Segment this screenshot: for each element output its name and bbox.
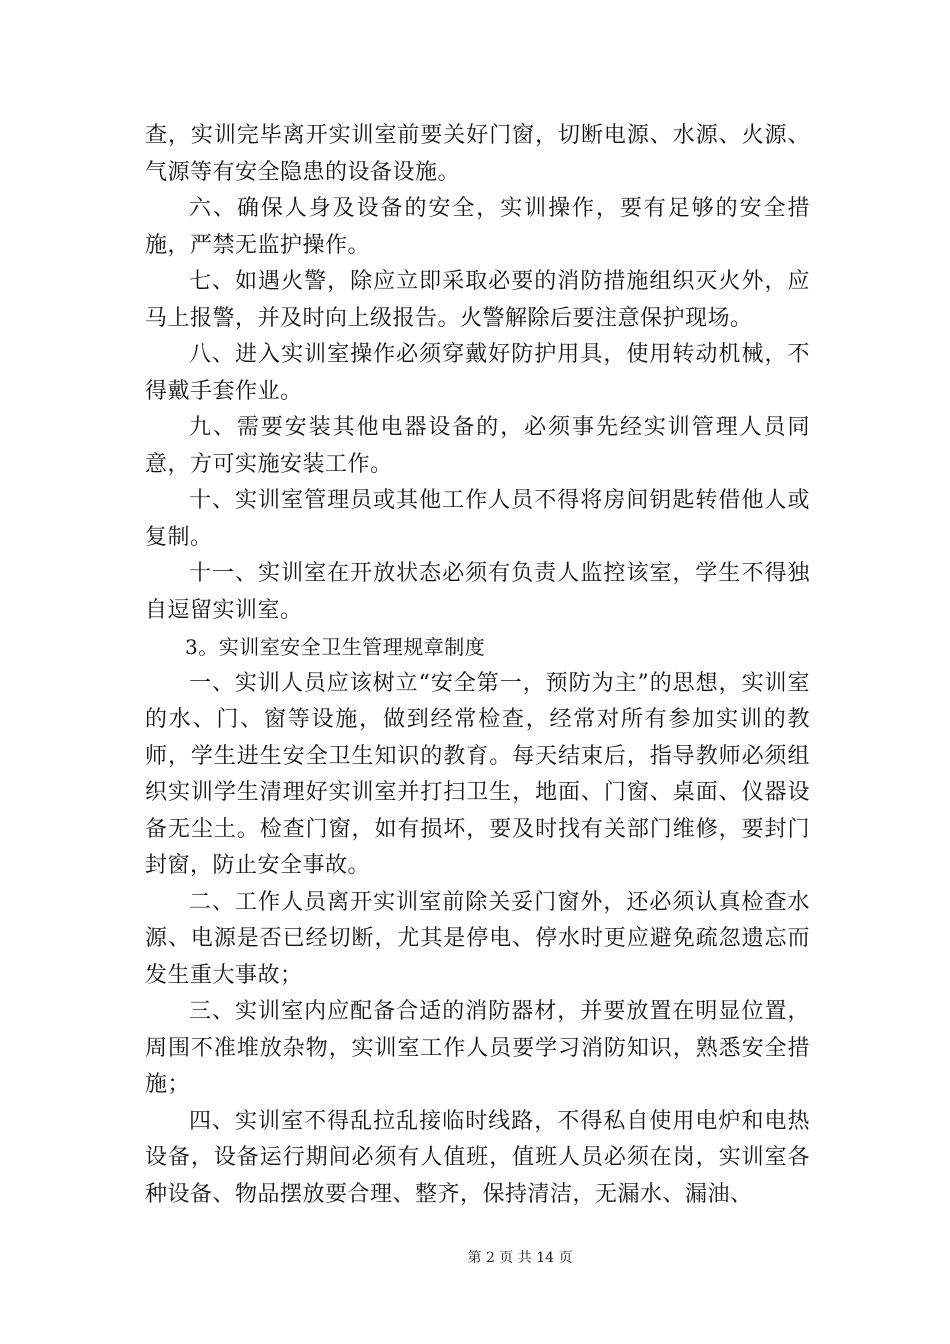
document-body: [145, 118, 810, 1213]
paragraph-item-9: 九、需要安装其他电器设备的，必须事先经实训管理人员同意，方可实施安装工作。: [145, 415, 810, 477]
paragraph-safety-4: 四、实训室不得乱拉乱接临时线路，不得私自使用电炉和电热设备，设备运行期间必须有人值班，值班人员必须在岗，实训室各种设备、物品摆放要合理、整齐，保持清洁，无漏水、漏油、: [145, 1108, 810, 1207]
paragraph-item-6: 六、确保人身及设备的安全，实训操作，要有足够的安全措施，严禁无监护操作。: [145, 196, 810, 258]
paragraph-continuation: 查，实训完毕离开实训室前要关好门窗，切断电源、水源、火源、气源等有安全隐患的设备设施。: [145, 123, 810, 185]
paragraph-item-10: 十、实训室管理员或其他工作人员不得将房间钥匙转借他人或复制。: [145, 488, 810, 550]
section-heading: 3。实训室安全卫生管理规章制度: [185, 635, 486, 659]
paragraph-item-8: 八、进入实训室操作必须穿戴好防护用具，使用转动机械，不得戴手套作业。: [145, 342, 810, 404]
paragraph-item-11: 十一、实训室在开放状态必须有负责人监控该室，学生不得独自逗留实训室。: [145, 561, 810, 623]
paragraph-safety-1: 一、实训人员应该树立“安全第一，预防为主”的思想，实训室的水、门、窗等设施，做到经常检查，经常对所有参加实训的教师，学生进生安全卫生知识的教育。每天结束后，指导教师必须组织实训学生清理好实训室并打扫卫生，地面、门窗、桌面、仪器设备无尘土。检查门窗，如有损坏，要及时找有关部门维修，要封门封窗，防止安全事故。: [145, 670, 810, 878]
paragraph-item-7: 七、如遇火警，除应立即采取必要的消防措施组织灭火外，应马上报警，并及时向上级报告。火警解除后要注意保护现场。: [145, 269, 810, 331]
paragraph-safety-2: 二、工作人员离开实训室前除关妥门窗外，还必须认真检查水源、电源是否已经切断，尤其是停电、停水时更应避免疏忽遗忘而发生重大事故；: [145, 889, 810, 988]
page-footer: 第 2 页 共 14 页: [467, 1250, 573, 1266]
paragraph-safety-3: 三、实训室内应配备合适的消防器材，并要放置在明显位置，周围不准堆放杂物，实训室工作人员要学习消防知识，熟悉安全措施；: [145, 999, 810, 1097]
